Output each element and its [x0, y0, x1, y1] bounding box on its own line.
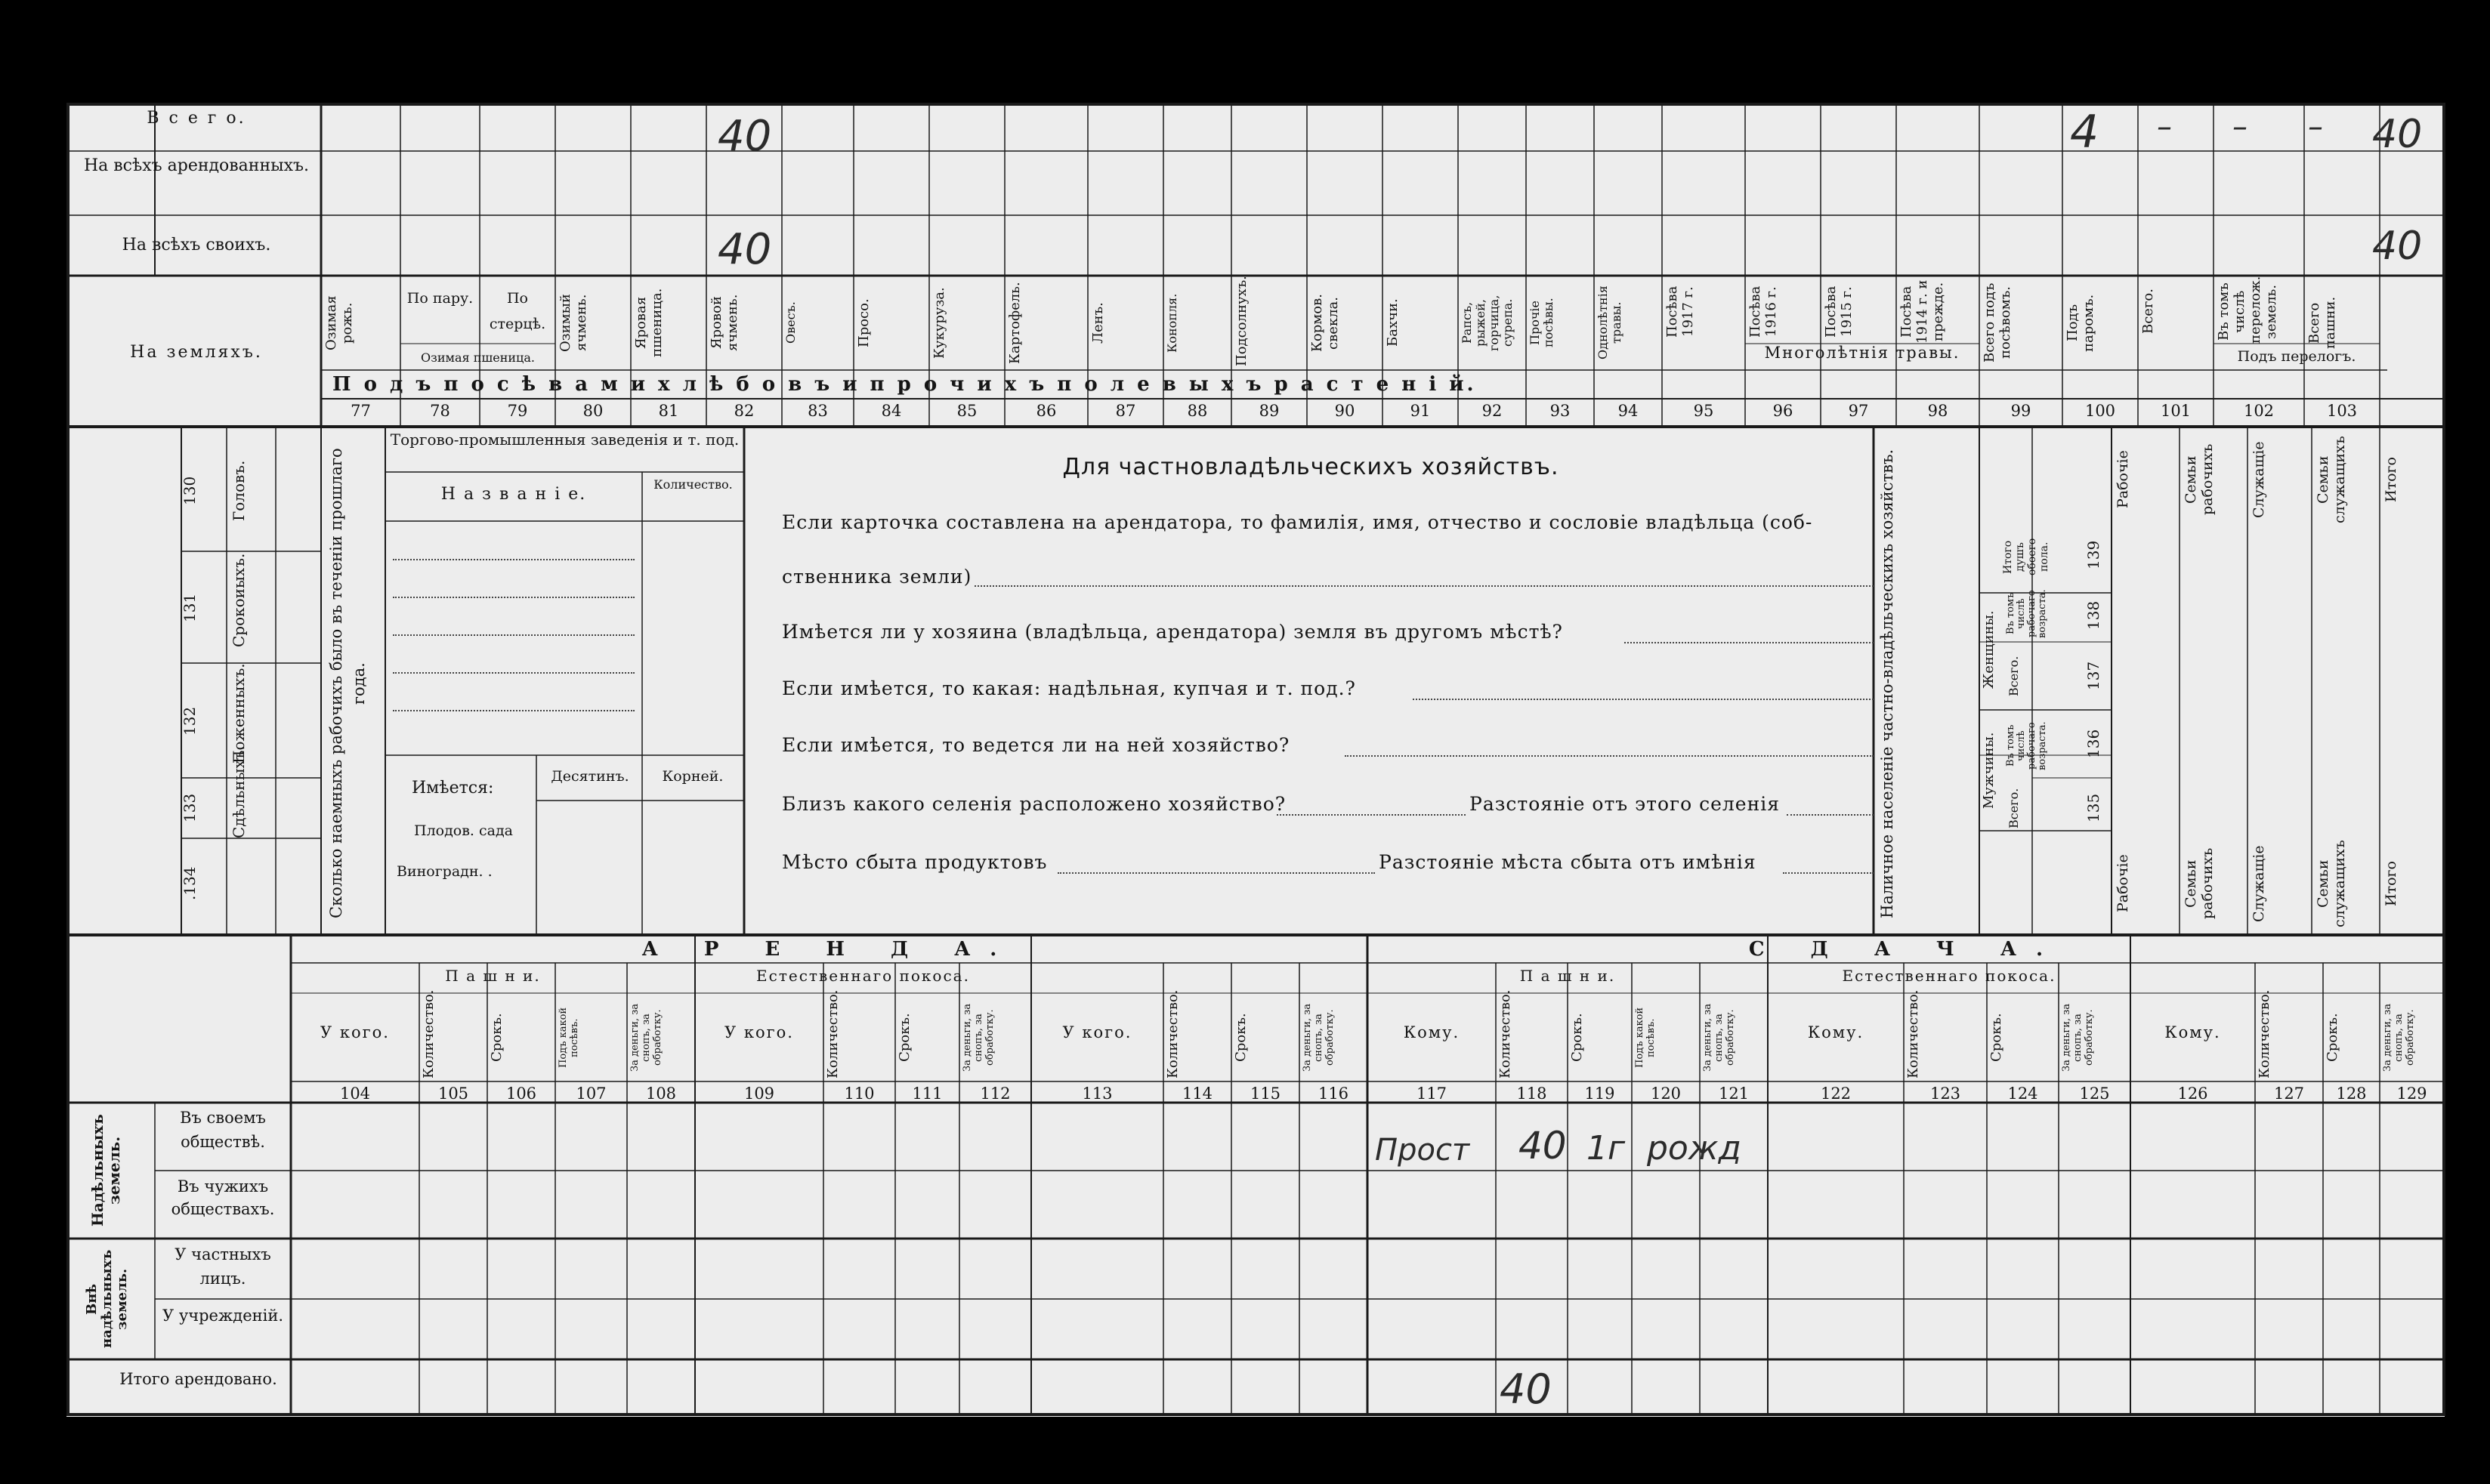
row-institutions: У учрежденій.	[162, 1307, 284, 1325]
column-number: 96	[1772, 402, 1793, 420]
column-number: 109	[743, 1084, 775, 1103]
cattle-num-134: .134	[181, 866, 199, 901]
rent-header-term: Срокъ.	[489, 1013, 505, 1063]
rent-header-komu: Кому.	[1403, 1023, 1460, 1041]
cattle-col-heads: Головъ.	[230, 460, 248, 522]
has-label: Имѣется:	[412, 779, 494, 798]
rent-header-pay: За деньги, за снопъ, за обработку.	[962, 1004, 996, 1072]
staff-col-5-upper: Итого	[2383, 457, 2399, 502]
column-number: 108	[645, 1084, 677, 1103]
crop-header-26: Въ томъ числѣ перелож. земель.	[2216, 276, 2279, 344]
column-number: 111	[912, 1084, 943, 1103]
group-pashni-2: П а ш н и.	[1519, 967, 1616, 985]
row-total-rented: Итого арендовано.	[119, 1370, 277, 1388]
column-number: 91	[1410, 402, 1431, 420]
rent-header-crop: Подъ какой посѣвъ.	[1634, 1007, 1657, 1069]
rent-header-pay: За деньги, за снопъ, за обработку.	[1702, 1004, 1736, 1072]
column-number: 94	[1617, 402, 1639, 420]
crop-header-12: Конопля.	[1165, 293, 1179, 353]
column-number: 129	[2396, 1084, 2427, 1103]
crop-header-14: Кормов. свекла.	[1309, 294, 1341, 352]
column-number: 86	[1036, 402, 1057, 420]
row-label-rented: На всѣхъ арендованныхъ.	[83, 156, 310, 175]
column-number: 102	[2243, 402, 2275, 420]
row-label-on-lands: На земляхъ.	[130, 343, 263, 362]
rent-header-pay: За деньги, за снопъ, за обработку.	[2061, 1004, 2095, 1072]
group-fallow: Подъ перелогъ.	[2237, 348, 2356, 365]
pop-women-all: Всего.	[2007, 656, 2021, 696]
hw-own-yarovoy-yachmen: 40	[718, 225, 772, 274]
hw-dash-1: –	[2157, 110, 2172, 144]
form-line-owner-cont: ственника земли)	[782, 566, 972, 588]
rent-header-qty: Количество.	[1165, 989, 1181, 1078]
crop-header-7: Овесъ.	[783, 301, 798, 344]
form-line-other-land: Имѣется ли у хозяина (владѣльца, арендатора) земля въ другомъ мѣстѣ?	[782, 621, 1563, 643]
rent-header-qty: Количество.	[1497, 989, 1513, 1078]
column-number: 98	[1927, 402, 1948, 420]
column-number: 112	[980, 1084, 1011, 1103]
staff-col-5-lower: Итого	[2383, 861, 2399, 906]
column-number: 105	[437, 1084, 469, 1103]
column-number: 92	[1481, 402, 1503, 420]
crop-header-13: Подсолнухъ.	[1234, 276, 1250, 366]
rent-header-term: Срокъ.	[897, 1013, 913, 1063]
rent-header-komu: Кому.	[2164, 1023, 2221, 1041]
crop-header-10: Картофель.	[1007, 282, 1023, 364]
column-number: 84	[881, 402, 902, 420]
hired-workers-label: Сколько наемныхъ рабочихъ было въ теченіи прошлаго года.	[327, 448, 368, 919]
column-number: 124	[2007, 1084, 2038, 1103]
column-number: 119	[1584, 1084, 1615, 1103]
column-number: 77	[351, 402, 371, 420]
crop-header-11: Ленъ.	[1090, 302, 1106, 344]
pop-num-139: 139	[2084, 540, 2102, 570]
hw-total-rented: 40	[1500, 1365, 1552, 1413]
group-pokos-3: Естественнаго покоса.	[1842, 967, 2056, 985]
hw-lessee: Прост	[1375, 1133, 1470, 1168]
column-number: 88	[1187, 402, 1208, 420]
column-number: 125	[2079, 1084, 2110, 1103]
crop-header-4: Озимый ячмень.	[558, 294, 589, 352]
column-number: 80	[582, 402, 604, 420]
hw-total-all-crops: 4	[2070, 106, 2099, 159]
column-number: 85	[956, 402, 978, 420]
crop-header-21: Посѣва 1915 г.	[1823, 285, 1855, 338]
row-label-own: На всѣхъ своихъ.	[122, 236, 271, 255]
rent-header-qty: Количество.	[421, 989, 437, 1078]
pop-num-137: 137	[2084, 661, 2102, 691]
pop-women-work: Въ томъ числѣ рабочаго возраста.	[2005, 589, 2048, 638]
cattle-num-130: 130	[181, 476, 199, 506]
column-number: 126	[2177, 1084, 2208, 1103]
cattle-col-daily: Поженныхъ.	[230, 663, 248, 764]
crop-header-2: По пару.	[406, 290, 474, 307]
column-number: 89	[1259, 402, 1280, 420]
staff-col-4-lower: Семьи служащихъ	[2315, 840, 2348, 927]
pop-women: Женщины.	[1981, 610, 1997, 689]
rent-header-u_kogo: У кого.	[320, 1023, 390, 1041]
rent-header-term: Срокъ.	[1988, 1013, 2004, 1063]
column-number: 95	[1693, 402, 1714, 420]
cattle-col-term: Срокоиыхъ.	[230, 553, 248, 648]
trade-qty-header: Количество.	[653, 477, 733, 492]
rent-header-u_kogo: У кого.	[1062, 1023, 1132, 1041]
staff-col-2-upper: Семьи рабочихъ	[2183, 443, 2216, 516]
group-pokos-1: Естественнаго покоса.	[756, 967, 970, 985]
trade-header: Торгово-промышленныя заведенія и т. под.	[390, 430, 740, 449]
group-pashni-0: П а ш н и.	[445, 967, 541, 985]
staff-col-1-upper: Рабочіе	[2115, 450, 2131, 509]
pop-num-136: 136	[2084, 729, 2102, 759]
rent-header-pay: За деньги, за снопъ, за обработку.	[2382, 1004, 2416, 1072]
hw-total-yarovoy-yachmen: 40	[718, 112, 772, 161]
column-number: 116	[1318, 1084, 1349, 1103]
crop-header-8: Просо.	[856, 298, 872, 347]
column-number: 93	[1549, 402, 1571, 420]
rent-header-term: Срокъ.	[2325, 1013, 2340, 1063]
column-number: 81	[658, 402, 679, 420]
column-number: 87	[1115, 402, 1136, 420]
rent-header-komu: Кому.	[1807, 1023, 1864, 1041]
group-winter-wheat: Озимая пшеница.	[421, 350, 535, 365]
crop-header-3: По стерцѣ.	[489, 290, 546, 332]
hw-dash-2: –	[2232, 110, 2247, 144]
form-line-farming: Если имѣется, то ведется ли на ней хозяйство?	[782, 734, 1290, 756]
pop-men: Мужчины.	[1981, 732, 1997, 809]
trade-name-header: Н а з в а н і е.	[440, 485, 587, 504]
column-number: 128	[2336, 1084, 2367, 1103]
form-line-owner: Если карточка составлена на арендатора, то фамилія, имя, отчество и сословіе владѣльца (соб-	[782, 511, 1813, 533]
column-number: 117	[1416, 1084, 1447, 1103]
desyat-header: Десятинъ.	[551, 768, 629, 785]
cattle-num-133: 133	[181, 793, 199, 823]
rent-header-qty: Количество.	[825, 989, 841, 1078]
crop-header-19: Посѣва 1917 г.	[1664, 285, 1696, 338]
hw-dash-3: –	[2308, 110, 2323, 144]
column-number: 99	[2010, 402, 2031, 420]
column-number: 127	[2273, 1084, 2305, 1103]
rent-header-pay: За деньги, за снопъ, за обработку.	[629, 1004, 663, 1072]
form-line-land-type: Если имѣется, то какая: надѣльная, купчая и т. под.?	[782, 677, 1356, 699]
staff-col-1-lower: Рабочіе	[2115, 854, 2131, 913]
crop-header-27: Всего пашни.	[2306, 296, 2338, 350]
form-line-distance: Разстояніе отъ этого селенія	[1469, 793, 1781, 815]
rent-header-qty: Количество.	[1905, 989, 1921, 1078]
crop-header-15: Бахчи.	[1385, 298, 1401, 347]
column-number: 100	[2084, 402, 2116, 420]
row-other-community: Въ чужихъ обществахъ.	[171, 1177, 275, 1218]
form-line-village: Близъ какого селенія расположено хозяйство?	[782, 793, 1287, 815]
rent-header-term: Срокъ.	[1233, 1013, 1249, 1063]
staff-col-3-upper: Служащіе	[2251, 441, 2267, 518]
column-number: 113	[1082, 1084, 1113, 1103]
vne-label: Внѣ надѣльныхъ земель.	[84, 1249, 130, 1349]
row-label-total: В с е г о.	[147, 109, 246, 128]
rent-header-u_kogo: У кого.	[724, 1023, 794, 1041]
column-number: 107	[576, 1084, 607, 1103]
column-number: 110	[844, 1084, 875, 1103]
column-number: 82	[734, 402, 755, 420]
population-label: Наличное населеніе частно-владѣльческихъ хозяйствъ.	[1878, 449, 1896, 918]
hw-rent-crop: рожд	[1647, 1129, 1741, 1168]
arenda-title: А Р Е Н Д А.	[641, 938, 1017, 961]
vineyards-label: Виноградн. .	[397, 863, 493, 880]
crop-header-9: Кукуруза.	[931, 287, 947, 359]
pop-num-135: 135	[2084, 793, 2102, 823]
crop-header-1: Озимая рожь.	[323, 295, 355, 350]
hw-total-arable: 40	[2372, 112, 2423, 157]
form-line-market: Мѣсто сбыта продуктовъ	[782, 851, 1048, 873]
pop-men-all: Всего.	[2007, 788, 2021, 828]
column-number: 78	[430, 402, 450, 420]
form-title: Для частновладѣльческихъ хозяйствъ.	[1062, 454, 1559, 480]
column-number: 97	[1848, 402, 1869, 420]
crop-header-20: Посѣва 1916 г.	[1747, 285, 1779, 338]
rent-header-pay: За деньги, за снопъ, за обработку.	[1302, 1004, 1336, 1072]
column-number: 103	[2326, 402, 2358, 420]
crop-header-23: Всего подъ посѣвомъ.	[1982, 282, 2013, 363]
column-number: 90	[1334, 402, 1355, 420]
row-own-community: Въ своемъ обществѣ.	[180, 1109, 266, 1151]
pop-num-138: 138	[2084, 600, 2102, 631]
column-number: 118	[1516, 1084, 1547, 1103]
column-number: 120	[1650, 1084, 1682, 1103]
pop-total: Итого душъ обоего пола.	[2002, 538, 2050, 576]
cattle-num-132: 132	[181, 706, 199, 736]
rent-header-qty: Количество.	[2257, 989, 2272, 1078]
column-number: 122	[1820, 1084, 1852, 1103]
crop-header-17: Прочіе посѣвы.	[1528, 298, 1555, 348]
crop-header-22: Посѣва 1914 г. и прежде.	[1898, 279, 1946, 344]
column-number: 115	[1250, 1084, 1281, 1103]
crop-header-25: Всего.	[2140, 288, 2156, 335]
crop-header-16: Рапсъ, рыжей, горчица, сурепа.	[1460, 295, 1515, 351]
rent-header-crop: Подъ какой посѣвъ.	[558, 1007, 580, 1069]
hw-own-arable: 40	[2372, 224, 2423, 269]
column-number: 123	[1929, 1084, 1961, 1103]
staff-col-4-upper: Семьи служащихъ	[2315, 436, 2348, 523]
hw-rent-term: 1г	[1586, 1129, 1626, 1168]
group-perennial-grass: Многолѣтнія травы.	[1764, 344, 1960, 362]
rent-header-term: Срокъ.	[1569, 1013, 1585, 1063]
column-number: 104	[339, 1084, 371, 1103]
crop-header-18: Однолѣтнія травы.	[1596, 285, 1623, 360]
cattle-num-131: 131	[181, 593, 199, 623]
sdacha-title: С Д А Ч А.	[1748, 938, 2063, 961]
form-line-market-distance: Разстояніе мѣста сбыта отъ имѣнія	[1379, 851, 1756, 873]
nadel-label: Надѣльныхъ земель.	[88, 1114, 123, 1227]
cattle-col-piece: Сдѣльныхъ.	[230, 745, 248, 838]
staff-col-3-lower: Служащіе	[2251, 845, 2267, 922]
crops-band: П о д ъ п о с ѣ в а м и х л ѣ б о в ъ и п р о ч и х ъ п о л е в ы х ъ р а с т е н і й.	[332, 373, 1477, 396]
crop-header-6: Яровой ячмень.	[709, 294, 740, 352]
column-number: 83	[808, 402, 828, 420]
crop-header-24: Подъ паромъ.	[2065, 294, 2096, 352]
column-number: 101	[2160, 402, 2192, 420]
gardens-label: Плодов. сада	[414, 822, 513, 839]
hw-rent-qty: 40	[1518, 1124, 1567, 1168]
korney-header: Корней.	[662, 768, 724, 785]
row-private-persons: У частныхъ лицъ.	[175, 1245, 271, 1288]
column-number: 106	[505, 1084, 537, 1103]
column-number: 79	[507, 402, 528, 420]
pop-men-work: Въ томъ числѣ рабочаго возраста.	[2005, 721, 2048, 770]
staff-col-2-lower: Семьи рабочихъ	[2183, 847, 2216, 920]
column-number: 121	[1718, 1084, 1750, 1103]
column-number: 114	[1182, 1084, 1213, 1103]
crop-header-5: Яровая пшеница.	[633, 288, 665, 358]
